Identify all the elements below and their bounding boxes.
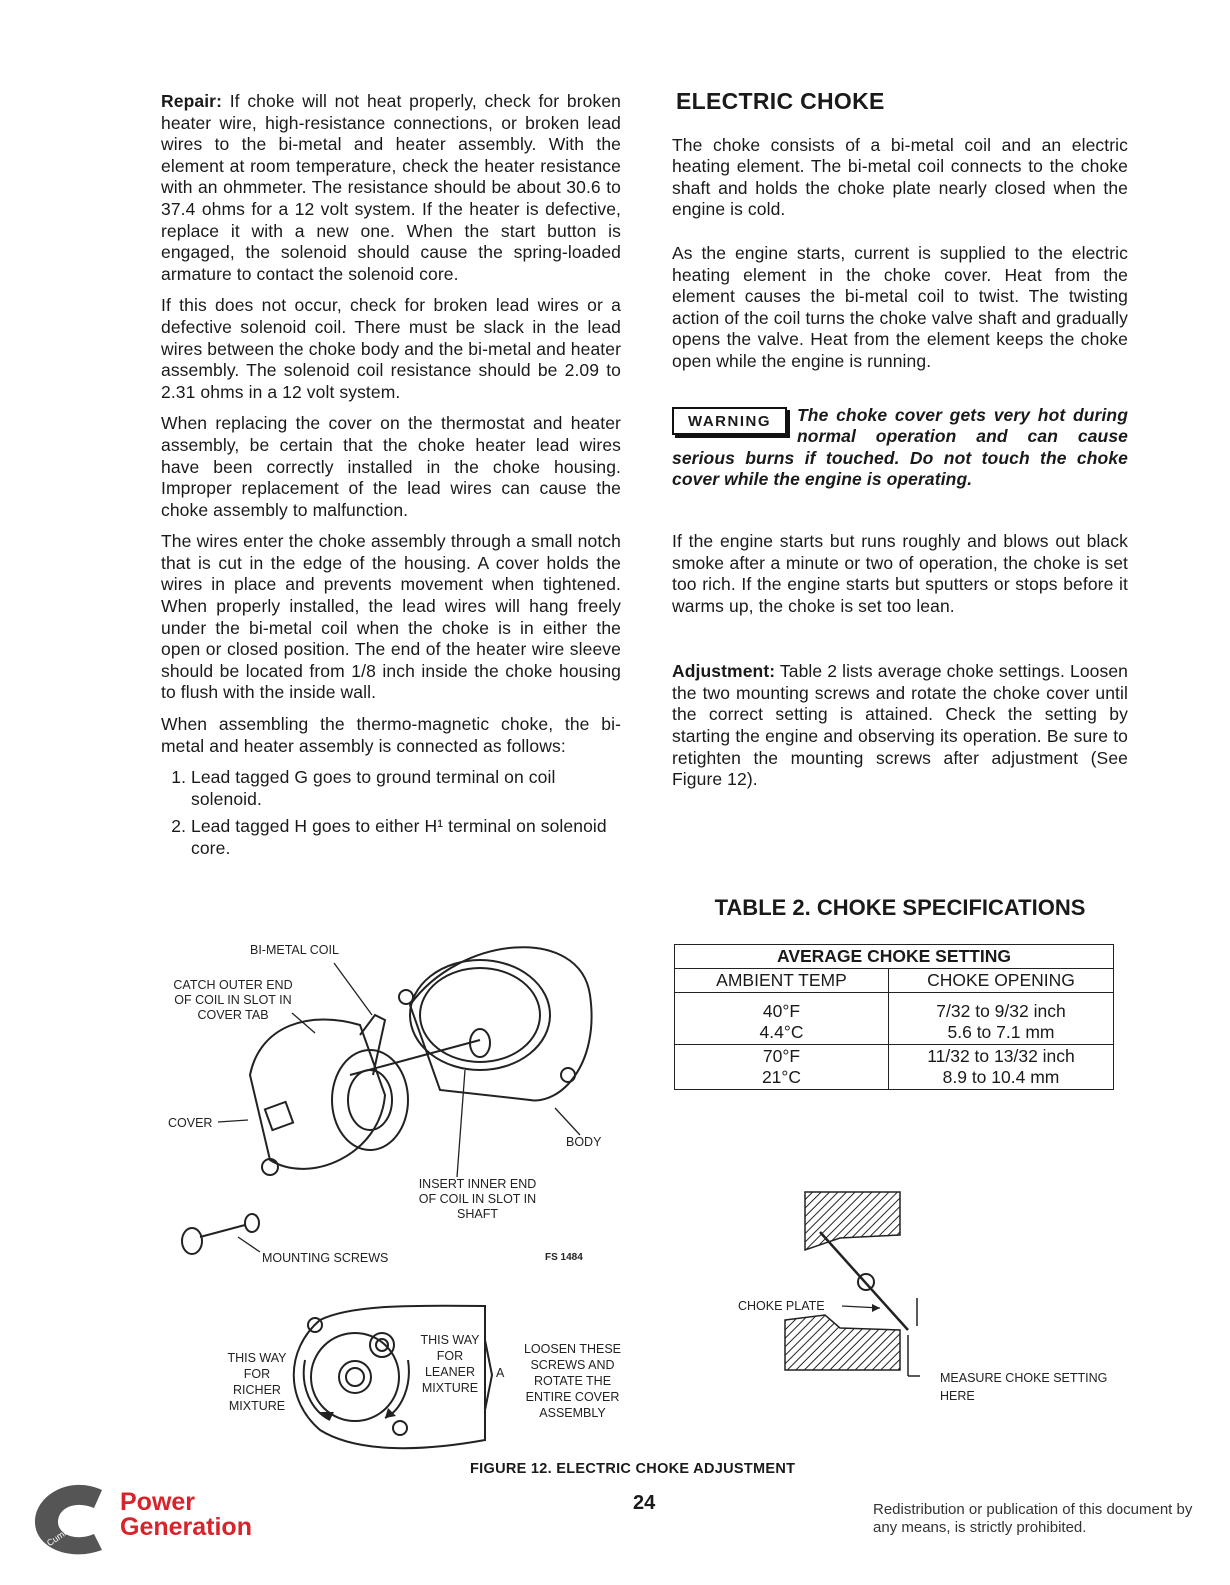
table-row	[675, 1045, 1114, 1090]
choke-spec-table	[674, 944, 1114, 1090]
left-column	[161, 91, 621, 866]
brand-name	[120, 1490, 252, 1540]
brand-line-power: Power	[120, 1488, 196, 1516]
adjustment-text: Table 2 lists average choke settings. Loosen the two mounting screws and rotate the choke cover until the correct setting is attained. Check the setting by starting the engine and observing its operation. Be sure to retighten the mounting screws after adjustment (See Figure 12).	[672, 661, 1128, 790]
label-marker-a: A	[496, 1366, 505, 1380]
cummins-logo	[30, 1480, 110, 1560]
label-insert-inner: INSERT INNER END OF COIL IN SLOT IN SHAFT	[418, 1177, 537, 1221]
label-bimetal-coil: BI-METAL COIL	[250, 943, 339, 957]
page-number: 24	[633, 1492, 656, 1514]
label-cover: COVER	[168, 1116, 213, 1130]
column-header-temp: AMBIENT TEMP	[675, 969, 889, 993]
table-title: TABLE 2. CHOKE SPECIFICATIONS	[714, 895, 1086, 920]
label-body: BODY	[566, 1135, 602, 1149]
repair-paragraph	[161, 91, 621, 285]
table-cell: 7/32 to 9/32 inch	[936, 1001, 1066, 1021]
label-leaner: THIS WAY FOR LEANER MIXTURE	[420, 1333, 480, 1395]
label-loosen: LOOSEN THESE SCREWS AND ROTATE THE ENTIRE COVER ASSEMBLY	[523, 1342, 622, 1420]
table-row	[675, 993, 1114, 1045]
repair-text: If choke will not heat properly, check for broken heater wire, high-resistance connections, or broken lead wires to the bi-metal and heater assembly. With the element at room temperature, check the heater resistance with an ohmmeter. The resistance should be about 30.6 to 37.4 ohms for a 12 volt system. If the heater is defective, replace it with a new one. When the start button is engaged, the solenoid should cause the spring-loaded armature to contact the solenoid core.	[161, 91, 621, 284]
label-measure: MEASURE CHOKE SETTING HERE	[940, 1371, 1108, 1403]
brand-line-generation: Generation	[120, 1513, 252, 1541]
repair-label: Repair:	[161, 91, 222, 111]
figure-caption: FIGURE 12. ELECTRIC CHOKE ADJUSTMENT	[470, 1461, 796, 1477]
section-heading: ELECTRIC CHOKE	[676, 88, 885, 114]
choke-plate-diagram	[780, 1190, 920, 1390]
table-header: AVERAGE CHOKE SETTING	[675, 945, 1114, 969]
adjustment-paragraph	[672, 661, 1128, 791]
label-richer: THIS WAY FOR RICHER MIXTURE	[227, 1351, 287, 1413]
table-cell: 70°F	[762, 1046, 801, 1066]
paragraph-choke-consists: The choke consists of a bi-metal coil and an electric heating element. The bi-metal coil connects to the choke shaft and holds the choke plate nearly closed when the engine is cold.	[672, 134, 1128, 220]
paragraph-assembling: When assembling the thermo-magnetic choke, the bi-metal and heater assembly is connected as follows:	[161, 714, 621, 756]
logo-text: Cummins	[44, 1518, 82, 1549]
paragraph-replacing-cover: When replacing the cover on the thermostat and heater assembly, be certain that the choke heater lead wires have been correctly installed in the choke housing. Improper replacement of the lead wires can cause the choke assembly to malfunction.	[161, 413, 621, 520]
connection-list	[161, 767, 621, 859]
redistribution-notice: Redistribution or publication of this document by any means, is strictly prohibited.	[873, 1501, 1193, 1536]
paragraph-engine-starts: As the engine starts, current is supplied to the electric heating element in the choke cover. Heat from the element causes the bi-metal coil to twist. The twisting action of the coil turns the choke valve shaft and gradually opens the valve. Heat from the element keeps the choke open while the engine is running.	[672, 242, 1128, 371]
warning-badge: WARNING	[672, 407, 787, 436]
paragraph-rich-lean: If the engine starts but runs roughly and blows out black smoke after a minute or two of operation, the choke is set too rich. If the engine starts but sputters or stops before it warms up, the choke is set too lean.	[672, 530, 1128, 616]
warning-block	[672, 405, 1128, 491]
table-cell: 40°F	[762, 1001, 801, 1021]
label-choke-plate: CHOKE PLATE	[738, 1299, 825, 1313]
table-cell: 4.4°C	[759, 1022, 804, 1042]
right-column	[672, 88, 1128, 801]
adjustment-label: Adjustment:	[672, 661, 776, 682]
list-item: 2. Lead tagged H goes to either H¹ terminal on solenoid core.	[191, 816, 621, 859]
table-cell: 11/32 to 13/32 inch	[927, 1046, 1075, 1066]
table-cell: 5.6 to 7.1 mm	[947, 1022, 1055, 1042]
label-fs-code: FS 1484	[545, 1252, 583, 1263]
table-cell: 8.9 to 10.4 mm	[942, 1067, 1060, 1087]
column-header-opening: CHOKE OPENING	[889, 969, 1114, 993]
paragraph-slack: If this does not occur, check for broken lead wires or a defective solenoid coil. There must be slack in the lead wires between the choke body and the bi-metal and heater assembly. The solenoid coil resistance should be 2.09 to 2.31 ohms in a 12 volt system.	[161, 295, 621, 402]
warning-text: The choke cover gets very hot during normal operation and can cause serious burns if touched. Do not touch the choke cover while the engine is operating.	[672, 404, 1128, 490]
list-item: 1. Lead tagged G goes to ground terminal on coil solenoid.	[191, 767, 621, 810]
label-catch-outer: CATCH OUTER END OF COIL IN SLOT IN COVER TAB	[173, 978, 293, 1022]
table-cell: 21°C	[761, 1067, 802, 1087]
label-mounting-screws: MOUNTING SCREWS	[262, 1251, 389, 1265]
choke-exploded-diagram	[160, 925, 620, 1270]
paragraph-wires: The wires enter the choke assembly through a small notch that is cut in the edge of the housing. A cover holds the wires in place and prevents movement when tightened. When properly installed, the lead wires will hang freely under the bi-metal coil when the choke is in either the open or closed position. The end of the heater wire sleeve should be located from 1/8 inch inside the choke housing to flush with the inside wall.	[161, 531, 621, 703]
